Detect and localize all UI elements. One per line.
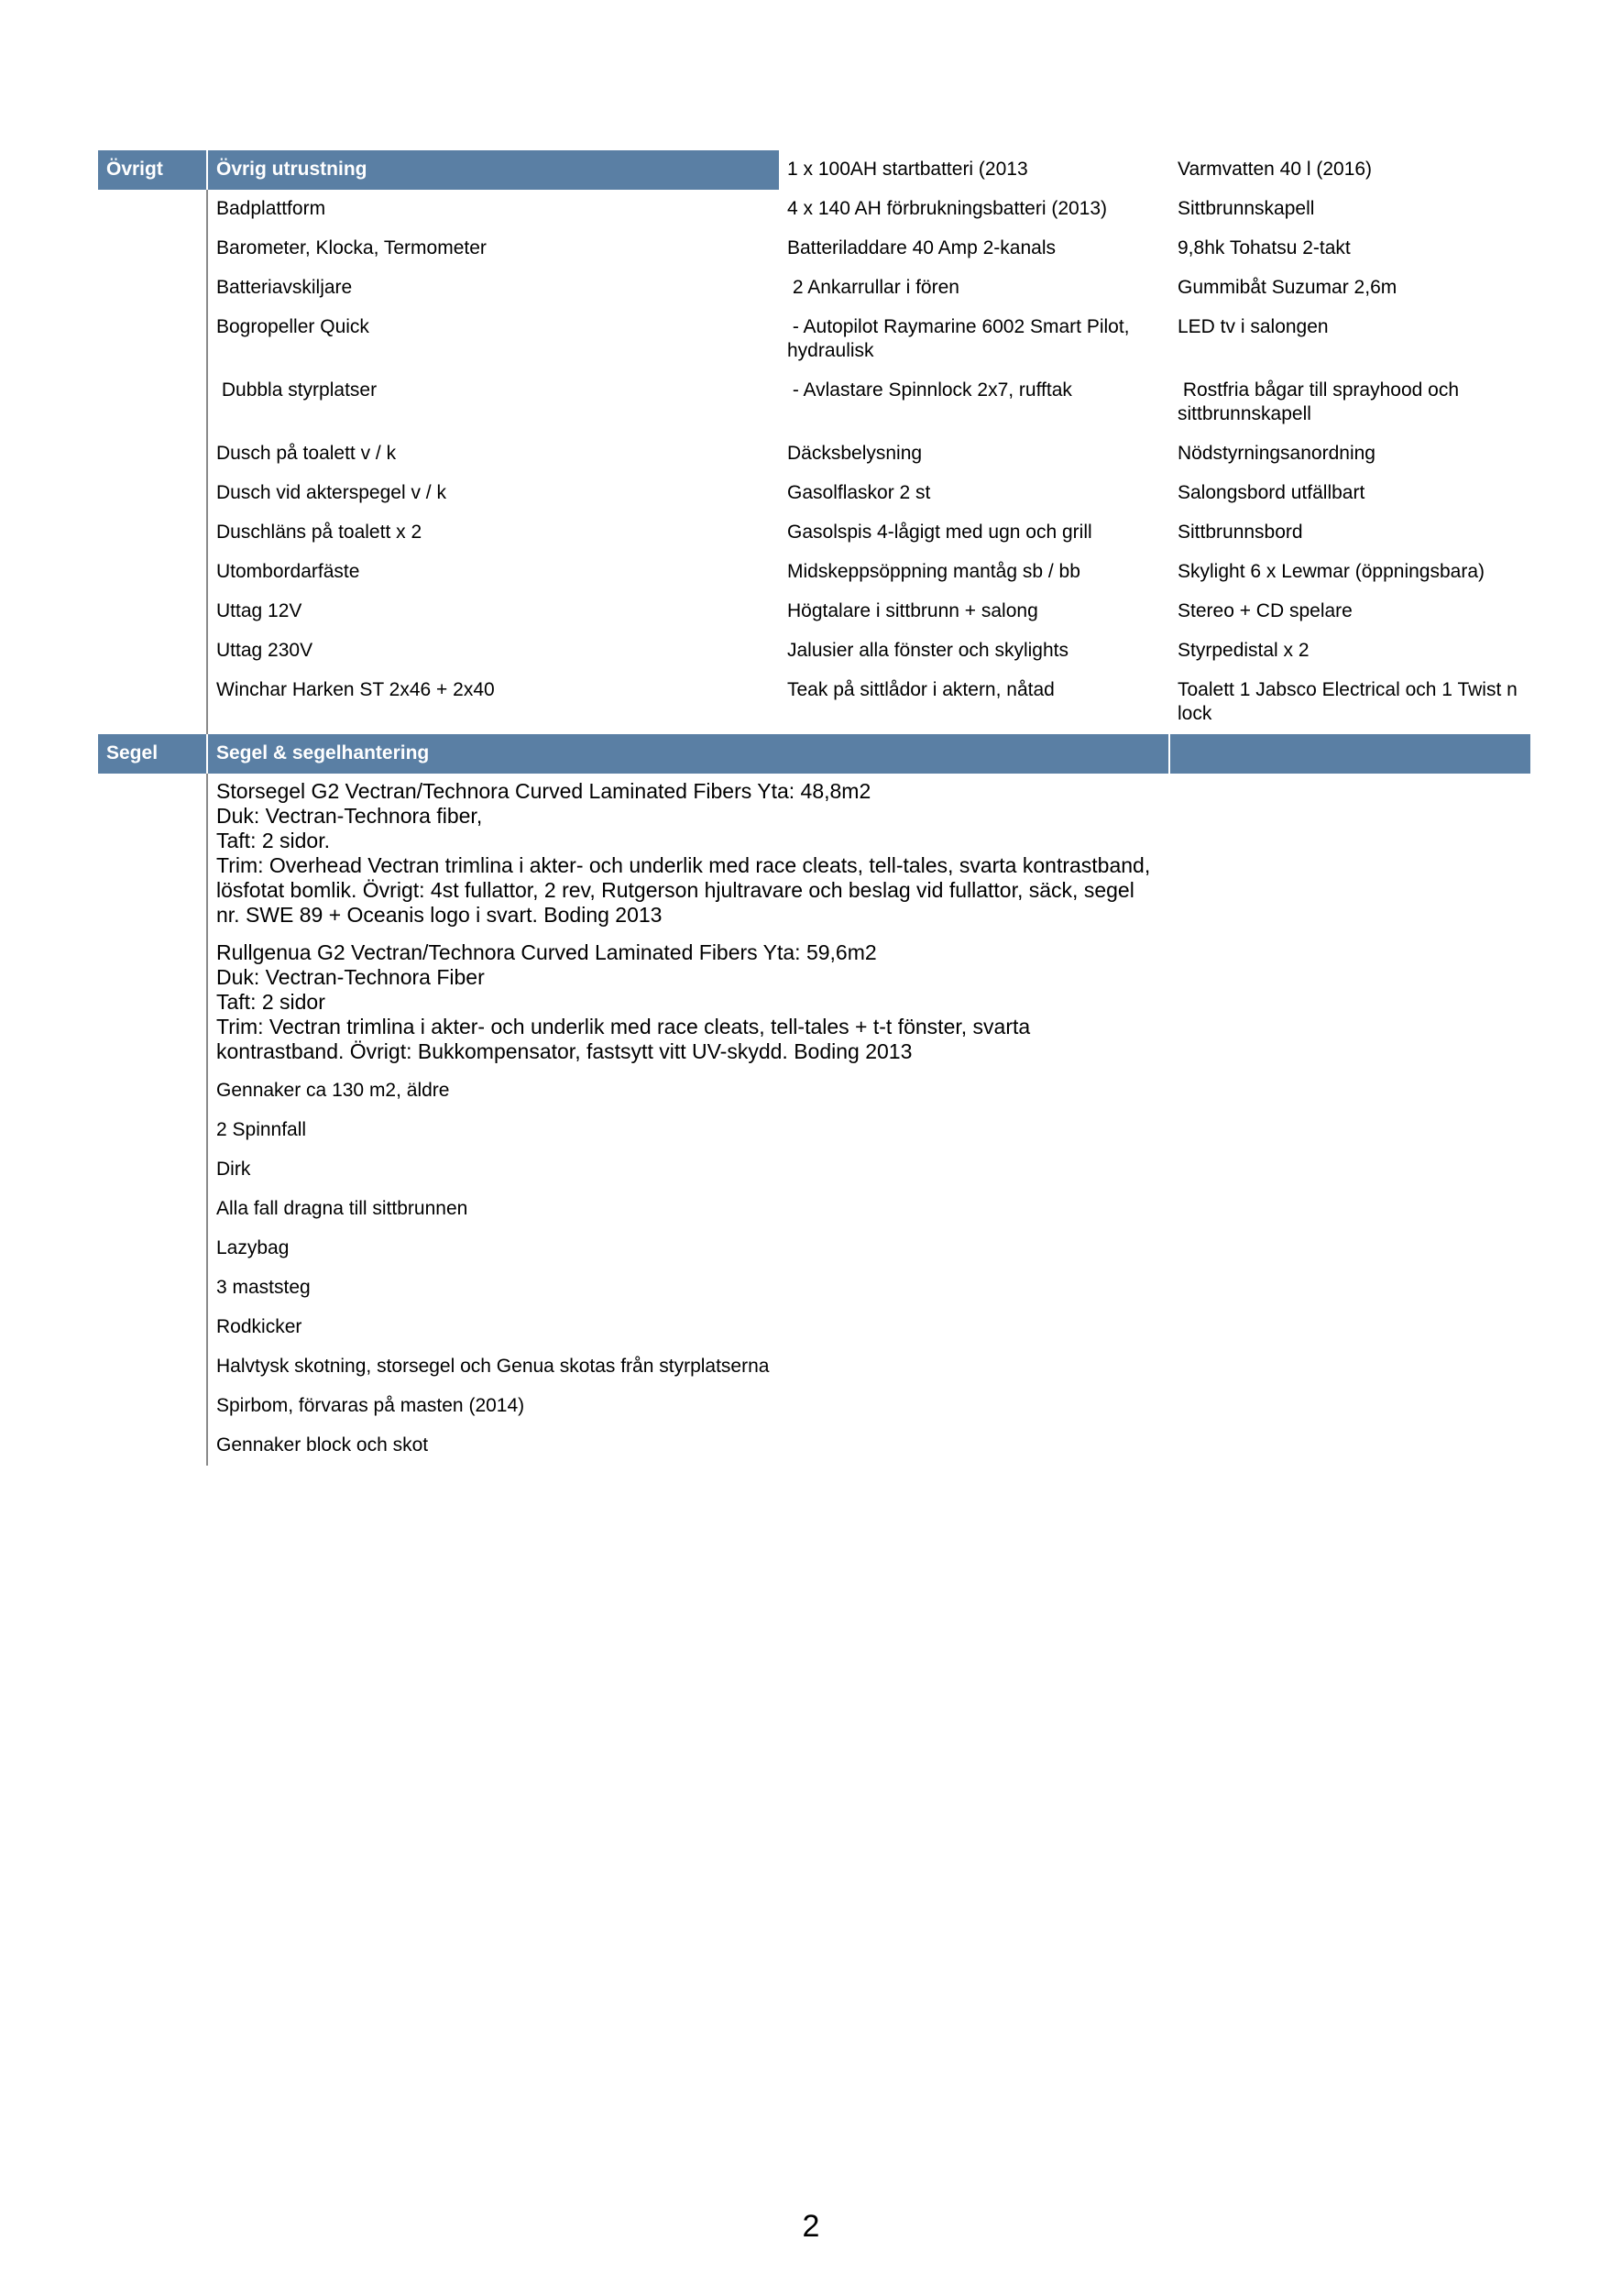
side-column (98, 1308, 207, 1347)
equipment-item: Toalett 1 Jabsco Electrical och 1 Twist n lock (1178, 679, 1523, 724)
sail-item-row (98, 1071, 1530, 1111)
sail-item-row (98, 1190, 1530, 1229)
side-column (98, 513, 207, 553)
side-column (98, 190, 207, 229)
equipment-row (98, 474, 1530, 513)
sail-item: Halvtysk skotning, storsegel och Genua skotas från styrplatserna (216, 1356, 770, 1377)
equipment-item: Teak på sittlådor i aktern, nåtad (787, 679, 1055, 700)
equipment-row (98, 190, 1530, 229)
section-title: Övrig utrustning (207, 150, 779, 190)
sail-description: Storsegel G2 Vectran/Technora Curved Laminated Fibers Yta: 48,8m2 Duk: Vectran-Technora fiber, Taft: 2 sidor. Trim: Overhead Vectran trimlina i akter- och underlik med race cleats, tell-tales, svarta kontrastband, lösfotat bomlik. Övrigt: 4st fullattor, 2 rev, Rutgerson hjultravare och beslag vid fullattor, säck, segel nr. SWE 89 + Oceanis logo i svart. Boding 2013 (216, 779, 1151, 927)
equipment-item: - Autopilot Raymarine 6002 Smart Pilot, hydraulisk (787, 316, 1135, 361)
equipment-item: Däcksbelysning (787, 443, 923, 464)
equipment-item: Sittbrunnsbord (1178, 522, 1303, 543)
side-column (98, 371, 207, 434)
side-column (98, 229, 207, 269)
equipment-item: Jalusier alla fönster och skylights (787, 640, 1069, 661)
equipment-item: 1 x 100AH startbatteri (2013 (779, 150, 1169, 190)
empty-cell (1169, 1111, 1530, 1150)
empty-cell (1169, 1229, 1530, 1269)
side-column (98, 269, 207, 308)
side-column (98, 1150, 207, 1190)
equipment-item: Batteriavskiljare (216, 277, 353, 298)
document-page (98, 150, 1530, 1466)
side-column (98, 1269, 207, 1308)
sail-row (98, 774, 1530, 935)
equipment-item: Rostfria bågar till sprayhood och sittbrunnskapell (1178, 379, 1464, 424)
equipment-item: Gasolspis 4-lågigt med ugn och grill (787, 522, 1092, 543)
equipment-item: Dusch vid akterspegel v / k (216, 482, 446, 503)
equipment-row (98, 592, 1530, 632)
equipment-row (98, 269, 1530, 308)
equipment-item: Barometer, Klocka, Termometer (216, 237, 487, 258)
side-column (98, 308, 207, 371)
equipment-item: Salongsbord utfällbart (1178, 482, 1365, 503)
sail-item-row (98, 1269, 1530, 1308)
sail-item: Rodkicker (216, 1316, 302, 1337)
equipment-row (98, 229, 1530, 269)
empty-cell (1169, 1308, 1530, 1347)
side-column (98, 935, 207, 1071)
sail-item: 3 maststeg (216, 1277, 311, 1298)
side-column (98, 434, 207, 474)
side-column (98, 1071, 207, 1111)
sail-item-row (98, 1347, 1530, 1387)
equipment-table (98, 150, 1530, 1466)
section-label: Övrigt (98, 150, 207, 190)
equipment-row (98, 671, 1530, 734)
equipment-item: Badplattform (216, 198, 326, 219)
equipment-item: 2 Ankarrullar i fören (787, 277, 959, 298)
equipment-item: Stereo + CD spelare (1178, 600, 1353, 621)
sail-item: Dirk (216, 1159, 251, 1180)
sail-item: Lazybag (216, 1237, 290, 1258)
side-column (98, 632, 207, 671)
side-column (98, 553, 207, 592)
sail-item: Spirbom, förvaras på masten (2014) (216, 1395, 525, 1416)
side-column (98, 1111, 207, 1150)
equipment-item: Uttag 12V (216, 600, 302, 621)
section-header-filler (1169, 734, 1530, 774)
sail-item-row (98, 1150, 1530, 1190)
equipment-row (98, 434, 1530, 474)
page-number: 2 (802, 2209, 820, 2244)
equipment-item: 9,8hk Tohatsu 2-takt (1178, 237, 1351, 258)
equipment-item: LED tv i salongen (1178, 316, 1329, 337)
empty-cell (1169, 1426, 1530, 1466)
side-column (98, 1190, 207, 1229)
sail-item: Gennaker ca 130 m2, äldre (216, 1080, 450, 1101)
equipment-item: Dusch på toalett v / k (216, 443, 397, 464)
section-title: Segel & segelhantering (207, 734, 1169, 774)
empty-cell (1169, 1269, 1530, 1308)
empty-cell (1169, 1347, 1530, 1387)
equipment-row (98, 632, 1530, 671)
equipment-item: Gummibåt Suzumar 2,6m (1178, 277, 1397, 298)
equipment-item: Sittbrunnskapell (1178, 198, 1315, 219)
side-column (98, 474, 207, 513)
equipment-item: Varmvatten 40 l (2016) (1169, 150, 1530, 190)
equipment-item: Bogropeller Quick (216, 316, 369, 337)
empty-cell (1169, 1387, 1530, 1426)
equipment-item: Styrpedistal x 2 (1178, 640, 1310, 661)
equipment-row (98, 553, 1530, 592)
sail-description: Rullgenua G2 Vectran/Technora Curved Laminated Fibers Yta: 59,6m2 Duk: Vectran-Technora Fiber Taft: 2 sidor Trim: Vectran trimlina i akter- och underlik med race cleats, tell-tales + t-t fönster, svarta kontrastband. Övrigt: Bukkompensator, fastsytt vitt UV-skydd. Boding 2013 (216, 940, 1031, 1063)
sail-item: 2 Spinnfall (216, 1119, 307, 1140)
equipment-item: Winchar Harken ST 2x46 + 2x40 (216, 679, 495, 700)
equipment-item: Gasolflaskor 2 st (787, 482, 931, 503)
side-column (98, 1387, 207, 1426)
side-column (98, 774, 207, 935)
section-header-row (98, 150, 1530, 190)
side-column (98, 671, 207, 734)
equipment-item: Midskeppsöppning mantåg sb / bb (787, 561, 1080, 582)
sail-item-row (98, 1426, 1530, 1466)
sail-item-row (98, 1111, 1530, 1150)
equipment-item: Nödstyrningsanordning (1178, 443, 1375, 464)
sail-item: Alla fall dragna till sittbrunnen (216, 1198, 468, 1219)
equipment-item: Duschläns på toalett x 2 (216, 522, 422, 543)
equipment-item: Skylight 6 x Lewmar (öppningsbara) (1178, 561, 1485, 582)
equipment-item: Dubbla styrplatser (216, 379, 378, 401)
equipment-item: Utombordarfäste (216, 561, 360, 582)
empty-cell (1169, 1190, 1530, 1229)
side-column (98, 1229, 207, 1269)
empty-cell (1169, 1150, 1530, 1190)
equipment-row (98, 308, 1530, 371)
sail-item-row (98, 1387, 1530, 1426)
equipment-item: Högtalare i sittbrunn + salong (787, 600, 1038, 621)
side-column (98, 592, 207, 632)
sail-item-row (98, 1229, 1530, 1269)
empty-cell (1169, 1071, 1530, 1111)
section-header-row (98, 734, 1530, 774)
equipment-row (98, 513, 1530, 553)
equipment-item: 4 x 140 AH förbrukningsbatteri (2013) (787, 198, 1108, 219)
sail-item-row (98, 1308, 1530, 1347)
sail-row (98, 935, 1530, 1071)
section-label: Segel (98, 734, 207, 774)
equipment-item: Batteriladdare 40 Amp 2-kanals (787, 237, 1057, 258)
side-column (98, 1347, 207, 1387)
empty-cell (1169, 774, 1530, 935)
equipment-row (98, 371, 1530, 434)
empty-cell (1169, 935, 1530, 1071)
equipment-item: - Avlastare Spinnlock 2x7, rufftak (787, 379, 1072, 401)
side-column (98, 1426, 207, 1466)
sail-item: Gennaker block och skot (216, 1434, 429, 1456)
equipment-item: Uttag 230V (216, 640, 313, 661)
